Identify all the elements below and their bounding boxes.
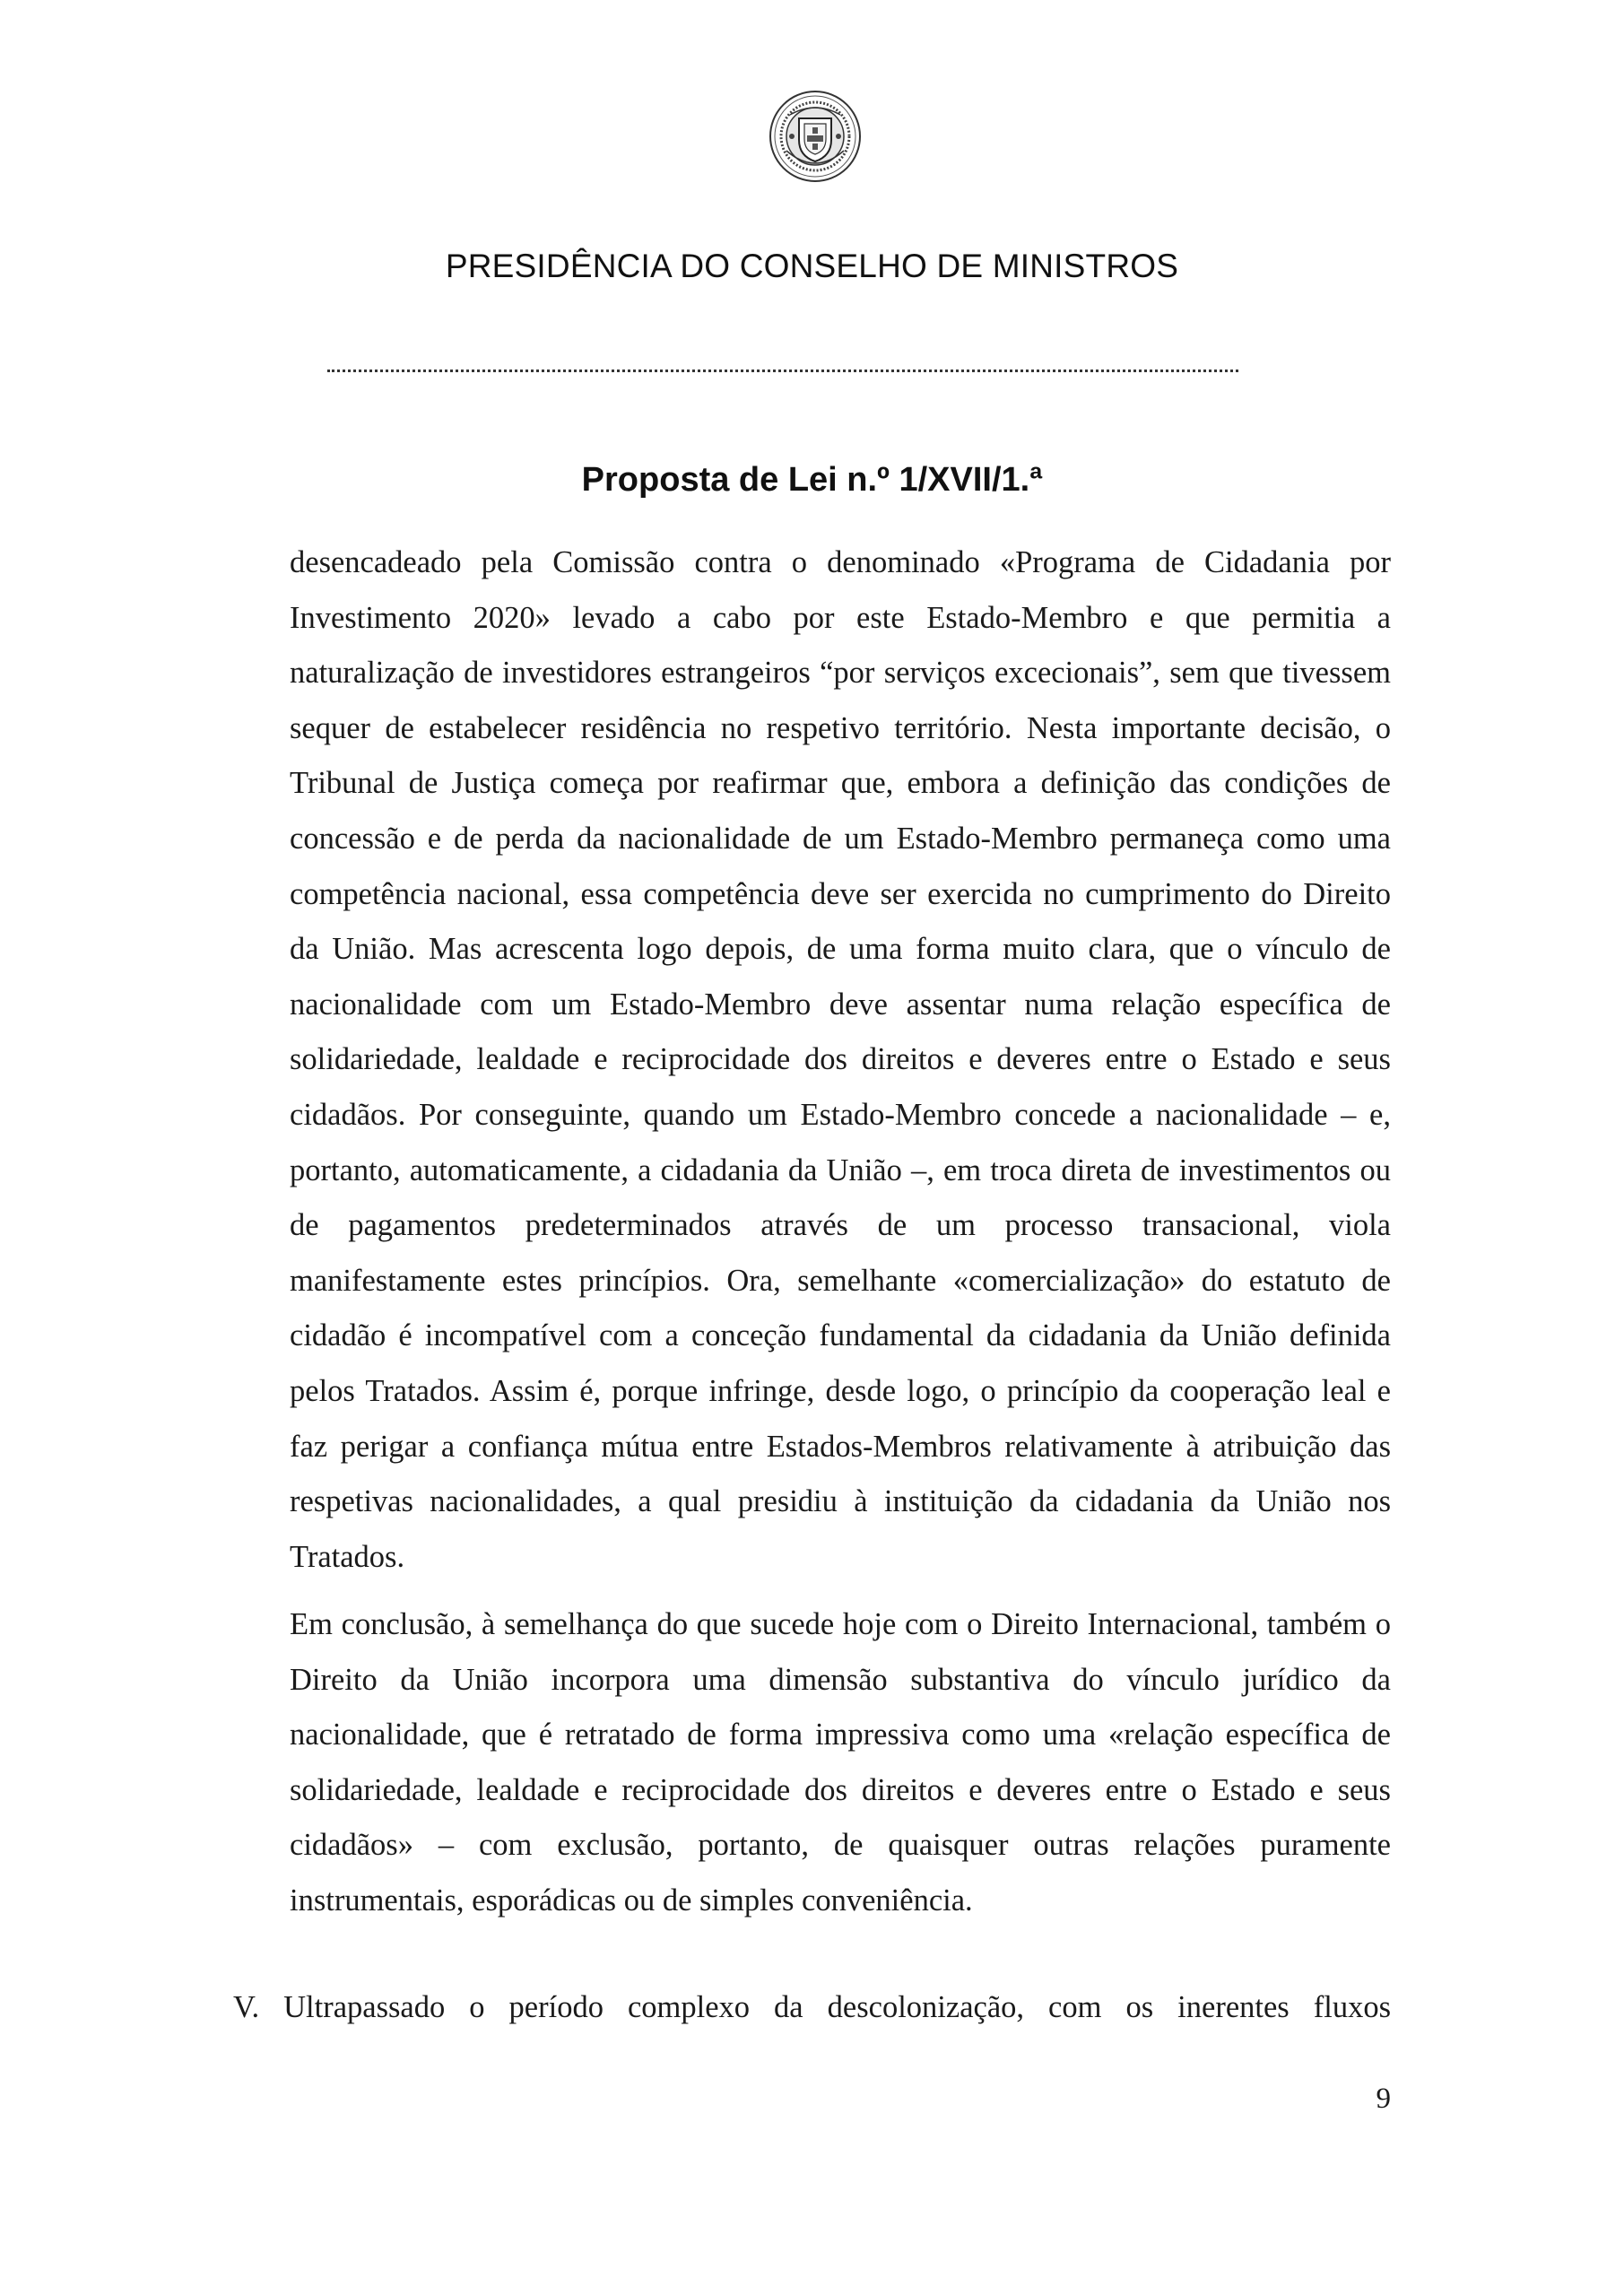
- body-paragraph: desencadeado pela Comissão contra o denominado «Programa de Cidadania por Investimento 2020» levado a cabo por este Estado-Membro e que permitia a naturalização de investidores estrangeiros “por serviços excecionais”, sem que tivessem sequer de estabelecer residência no respetivo território. Nesta importante decisão, o Tribunal de Justiça começa por reafirmar que, embora a definição das condições de concessão e de perda da nacionalidade de um Estado-Membro permaneça como uma competência nacional, essa competência deve ser exercida no cumprimento do Direito da União. Mas acrescenta logo depois, de uma forma muito clara, que o vínculo de nacionalidade com um Estado-Membro deve assentar numa relação específica de solidariedade, lealdade e reciprocidade dos direitos e deveres entre o Estado e seus cidadãos. Por conseguinte, quando um Estado-Membro concede a nacionalidade – e, portanto, automaticamente, a cidadania da União –, em troca direta de investimentos ou de pagamentos predeterminados através de um processo transacional, viola manifestamente estes princípios. Ora, semelhante «comercialização» do estatuto de cidadão é incompatível com a conceção fundamental da cidadania da União definida pelos Tratados. Assim é, porque infringe, desde logo, o princípio da cooperação leal e faz perigar a confiança mútua entre Estados-Membros relativamente à atribuição das respetivas nacionalidades, a qual presidiu à instituição da cidadania da União nos Tratados.: [290, 545, 1391, 1574]
- page-number: 9: [1376, 2083, 1391, 2115]
- section-v-start: V. Ultrapassado o período complexo da descolonização, com os inerentes fluxos: [233, 1990, 1391, 2024]
- body-paragraph: Em conclusão, à semelhança do que sucede hoje com o Direito Internacional, também o Direito da União incorpora uma dimensão substantiva do vínculo jurídico da nacionalidade, que é retratado de forma impressiva como uma «relação específica de solidariedade, lealdade e reciprocidade dos direitos e deveres entre o Estado e seus cidadãos» – com exclusão, portanto, de quaisquer outras relações puramente instrumentais, esporádicas ou de simples conveniência.: [290, 1607, 1391, 1918]
- coat-of-arms-seal-icon: [767, 88, 864, 185]
- institution-header: PRESIDÊNCIA DO CONSELHO DE MINISTROS: [445, 248, 1179, 284]
- header-divider: [327, 370, 1238, 372]
- proposal-title: Proposta de Lei n.º 1/XVII/1.ª: [581, 461, 1043, 499]
